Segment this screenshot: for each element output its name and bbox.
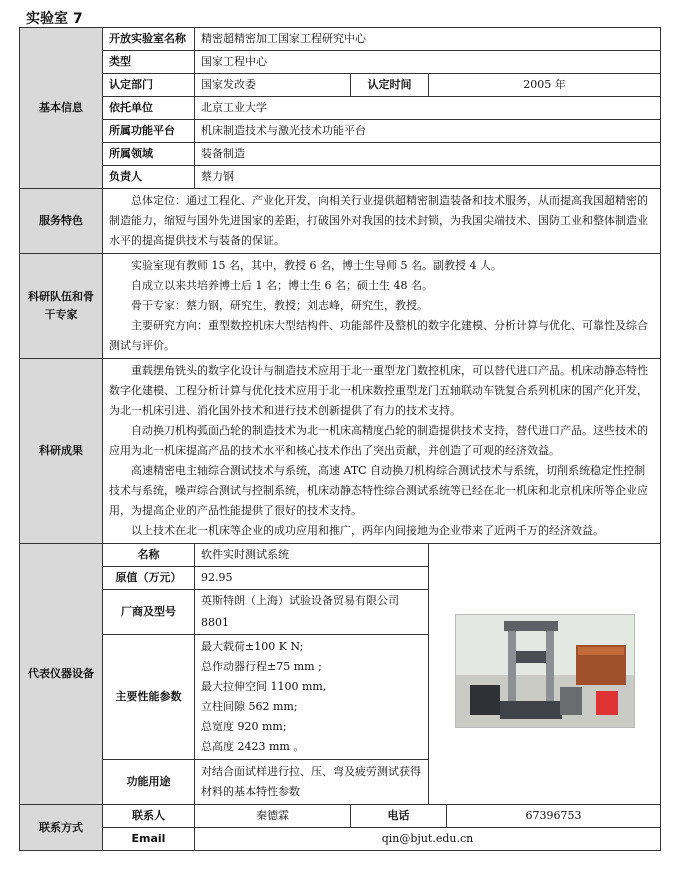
service-text: 总体定位：通过工程化、产业化开发，向相关行业提供超精密制造装备和技术服务，从而提高我国超精密的制造能力，缩短与国外先进国家的差距，打破国外对我国的技术封锁，为我国尖端技术、国防工业和整体制造业水平的提高提供技术与装备的保证。	[109, 194, 648, 247]
spec-item: 立柱间隙 562 mm;	[201, 700, 298, 713]
value-host-unit: 北京工业大学	[195, 97, 661, 120]
section-results: 科研成果	[20, 359, 103, 544]
label-specs: 主要性能参数	[103, 635, 195, 760]
value-leader: 蔡力钢	[195, 166, 661, 189]
value-cert-time: 2005 年	[429, 74, 661, 97]
label-type: 类型	[103, 51, 195, 74]
value-field: 装备制造	[195, 143, 661, 166]
value-platform: 机床制造技术与激光技术功能平台	[195, 120, 661, 143]
label-platform: 所属功能平台	[103, 120, 195, 143]
section-team: 科研队伍和骨干专家	[20, 254, 103, 359]
section-instrument: 代表仪器设备	[20, 544, 103, 805]
page-title: 实验室 7	[26, 11, 83, 27]
section-contact: 联系方式	[20, 805, 103, 851]
value-maker: 英斯特朗（上海）试验设备贸易有限公司 8801	[195, 590, 429, 635]
label-phone: 电话	[351, 805, 447, 828]
value-cert-dept: 国家发改委	[195, 74, 351, 97]
results-para: 重载摆角铣头的数字化设计与制造技术应用于北一重型龙门数控机床，可以替代进口产品。机床动静态特性数字化建模、工程分析计算与优化技术应用于北一机床数控重型龙门五轴联动车铣复合系列机床的国产化开发，为北一机床引进、消化国外技术和进行技术创新提供了有力的技术支持。	[109, 364, 648, 417]
spec-item: 总高度 2423 mm 。	[201, 740, 305, 753]
value-function: 对结合面试样进行拉、压、弯及疲劳测试获得材料的基本特性参数	[195, 760, 429, 805]
value-contact-person: 秦德霖	[195, 805, 351, 828]
label-leader: 负责人	[103, 166, 195, 189]
value-lab-name: 精密超精密加工国家工程研究中心	[195, 28, 661, 51]
value-type: 国家工程中心	[195, 51, 661, 74]
results-para: 自动换刀机构弧面凸轮的制造技术为北一机床高精度凸轮的制造提供技术支持，替代进口产品。这些技术的应用为北一机床提高产品的技术水平和核心技术作出了突出贡献，并创造了可观的经济效益。	[109, 424, 648, 457]
label-cert-dept: 认定部门	[103, 74, 195, 97]
label-host-unit: 依托单位	[103, 97, 195, 120]
instrument-photo-cell	[429, 544, 661, 805]
team-para: 实验室现有教师 15 名，其中，教授 6 名，博士生导师 5 名。副教授 4 人。	[131, 259, 502, 272]
label-lab-name: 开放实验室名称	[103, 28, 195, 51]
testing-machine-image	[456, 615, 634, 727]
spec-item: 最大拉伸空间 1100 mm,	[201, 680, 327, 693]
section-service: 服务特色	[20, 189, 103, 254]
label-instrument-name: 名称	[103, 544, 195, 567]
email-link[interactable]: qin@bjut.edu.cn	[195, 828, 661, 851]
value-phone: 67396753	[447, 805, 661, 828]
label-price: 原值（万元）	[103, 567, 195, 590]
team-para: 骨干专家：蔡力钢，研究生，教授；刘志峰，研究生，教授。	[131, 299, 428, 312]
instrument-photo	[455, 614, 635, 728]
value-instrument-name: 软件实时测试系统	[195, 544, 429, 567]
label-contact-person: 联系人	[103, 805, 195, 828]
label-field: 所属领域	[103, 143, 195, 166]
label-maker: 厂商及型号	[103, 590, 195, 635]
lab-info-table	[19, 27, 661, 851]
spec-item: 最大载荷±100 K N;	[201, 640, 304, 653]
spec-item: 总宽度 920 mm;	[201, 720, 287, 733]
results-para: 以上技术在北一机床等企业的成功应用和推广，两年内间接地为企业带来了近两千万的经济效益。	[131, 524, 604, 537]
results-para: 高速精密电主轴综合测试技术与系统，高速 ATC 自动换刀机构综合测试技术与系统，切削系统稳定性控制技术与系统，噪声综合测试与控制系统，机床动静态特性综合测试系统等已经在北一机床和北京机床所等企业应用，为提高企业的产品性能提供了很好的技术支持。	[109, 464, 648, 517]
spec-item: 总作动器行程±75 mm ;	[201, 660, 322, 673]
value-price: 92.95	[195, 567, 429, 590]
label-cert-time: 认定时间	[351, 74, 429, 97]
label-email: Email	[103, 828, 195, 851]
label-function: 功能用途	[103, 760, 195, 805]
team-para: 主要研究方向：重型数控机床大型结构件、功能部件及整机的数字化建模、分析计算与优化、可靠性及综合测试与评价。	[109, 319, 648, 352]
section-basic-info: 基本信息	[20, 28, 103, 189]
team-para: 自成立以来共培养博士后 1 名；博士生 6 名；硕士生 48 名。	[131, 279, 433, 292]
